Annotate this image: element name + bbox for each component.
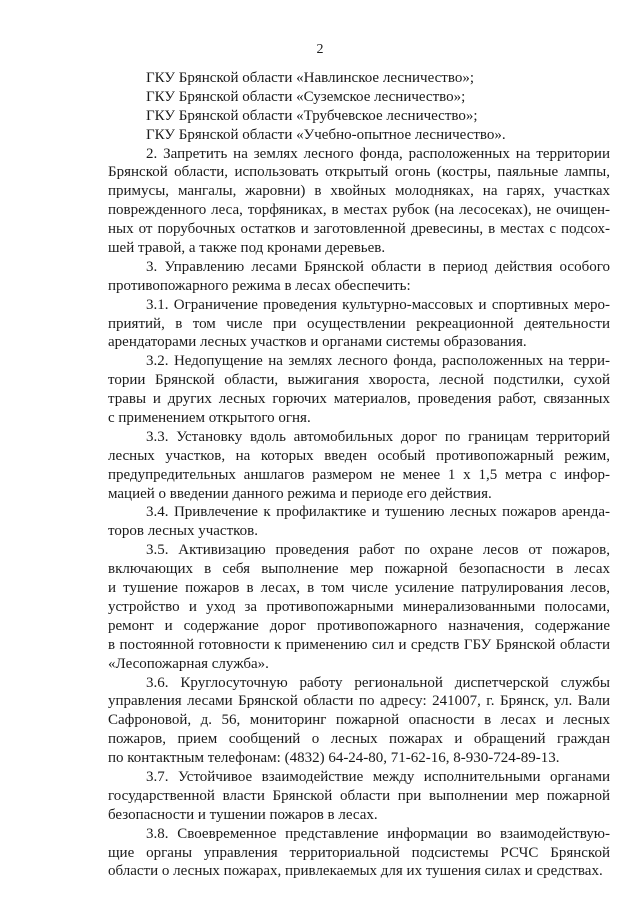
text-line: по контактным телефонам: (4832) 64-24-80, 71-62-16, 8-930-724-89-13. — [108, 750, 560, 767]
paragraph-p3 — [108, 258, 610, 296]
text-line: шей травой, а также под кронами деревьев. — [108, 240, 386, 257]
paragraph-p2 — [108, 145, 610, 258]
forestry-list — [108, 69, 610, 145]
text-line: 3.1. Ограничение проведения культурно-массовых и спортивных меро- — [146, 296, 610, 313]
text-line: 3.8. Своевременное представление информации во взаимодействую- — [146, 825, 610, 842]
text-line: Брянской области, использовать открытый огонь (костры, паяльные лампы, — [108, 164, 610, 181]
list-item: ГКУ Брянской области «Трубчевское лесничество»; — [146, 107, 478, 124]
text-line: безопасности и тушении пожаров в лесах. — [108, 806, 378, 823]
text-line: с применением открытого огня. — [108, 410, 311, 427]
text-line: в постоянной готовности к применению сил и средств ГБУ Брянской области — [108, 636, 610, 653]
list-item: ГКУ Брянской области «Учебно-опытное лесничество». — [146, 126, 506, 143]
text-line: государственной власти Брянской области при выполнении мер пожарной — [108, 787, 610, 804]
text-line: 3.2. Недопущение на землях лесного фонда, расположенных на терри- — [146, 353, 610, 370]
text-line: ремонт и содержание дорог противопожарного назначения, содержание — [108, 617, 610, 634]
text-line: 3. Управлению лесами Брянской области в период действия особого — [146, 258, 610, 275]
text-line: травы и других лесных горючих материалов, проведения работ, связанных — [108, 391, 610, 408]
text-line: области о лесных пожарах, привлекаемых для их тушения силах и средствах. — [108, 863, 603, 880]
text-line: 3.3. Установку вдоль автомобильных дорог по границам территорий — [146, 428, 610, 445]
paragraph-p3-6 — [108, 674, 610, 768]
paragraph-p3-4 — [108, 503, 610, 541]
document-body — [108, 69, 610, 881]
text-line: мацией о введении данного режима и периоде его действия. — [108, 485, 492, 502]
text-line: поврежденного леса, торфяниках, в местах рубок (на лесосеках), не очищен- — [108, 202, 610, 219]
text-line: ных от порубочных остатков и заготовленной древесины, в местах с подсох- — [108, 221, 610, 238]
text-line: тории Брянской области, выжигания хвороста, лесной подстилки, сухой — [108, 372, 610, 389]
paragraph-p3-3 — [108, 428, 610, 504]
paragraph-p3-2 — [108, 352, 610, 428]
text-line: пожаров, прием сообщений о лесных пожарах и обращений граждан — [108, 731, 610, 748]
paragraph-p3-5 — [108, 541, 610, 673]
text-line: предупредительных аншлагов размером не менее 1 х 1,5 метра с инфор- — [108, 466, 610, 483]
text-line: и тушение пожаров в лесах, в том числе усиление патрулирования лесов, — [108, 580, 610, 597]
text-line: лесных участков, на которых введен особый противопожарный режим, — [108, 447, 610, 464]
text-line: арендаторами лесных участков и органами системы образования. — [108, 334, 527, 351]
text-line: «Лесопожарная служба». — [108, 655, 269, 672]
text-line: приятий, в том числе при осуществлении рекреационной деятельности — [108, 315, 610, 332]
text-line: 3.6. Круглосуточную работу региональной диспетчерской службы — [146, 674, 610, 691]
text-line: 2. Запретить на землях лесного фонда, расположенных на территории — [146, 145, 610, 162]
text-line: устройство и уход за противопожарными минерализованными полосами, — [108, 598, 610, 615]
text-line: 3.7. Устойчивое взаимодействие между исполнительными органами — [146, 768, 610, 785]
text-line: 3.4. Привлечение к профилактике и тушению лесных пожаров аренда- — [146, 504, 610, 521]
text-line: Сафроновой, д. 56, мониторинг пожарной опасности в лесах и лесных — [108, 712, 610, 729]
text-line: щие органы управления территориальной подсистемы РСЧС Брянской — [108, 844, 610, 861]
list-item: ГКУ Брянской области «Суземское лесничество»; — [146, 88, 466, 105]
page-number: 2 — [316, 42, 324, 57]
text-line: включающих в себя выполнение мер пожарной безопасности в лесах — [108, 561, 610, 578]
text-line: 3.5. Активизацию проведения работ по охране лесов от пожаров, — [146, 542, 610, 559]
text-line: управления лесами Брянской области по адресу: 241007, г. Брянск, ул. Вали — [108, 693, 610, 710]
paragraph-p3-1 — [108, 296, 610, 353]
paragraph-p3-7 — [108, 768, 610, 825]
list-item: ГКУ Брянской области «Навлинское лесничество»; — [146, 70, 474, 86]
text-line: примусы, мангалы, жаровни) в хвойных молодняках, на гарях, участках — [108, 183, 610, 200]
paragraph-p3-8 — [108, 825, 610, 882]
text-line: торов лесных участков. — [108, 523, 258, 540]
text-line: противопожарного режима в лесах обеспечить: — [108, 277, 411, 294]
